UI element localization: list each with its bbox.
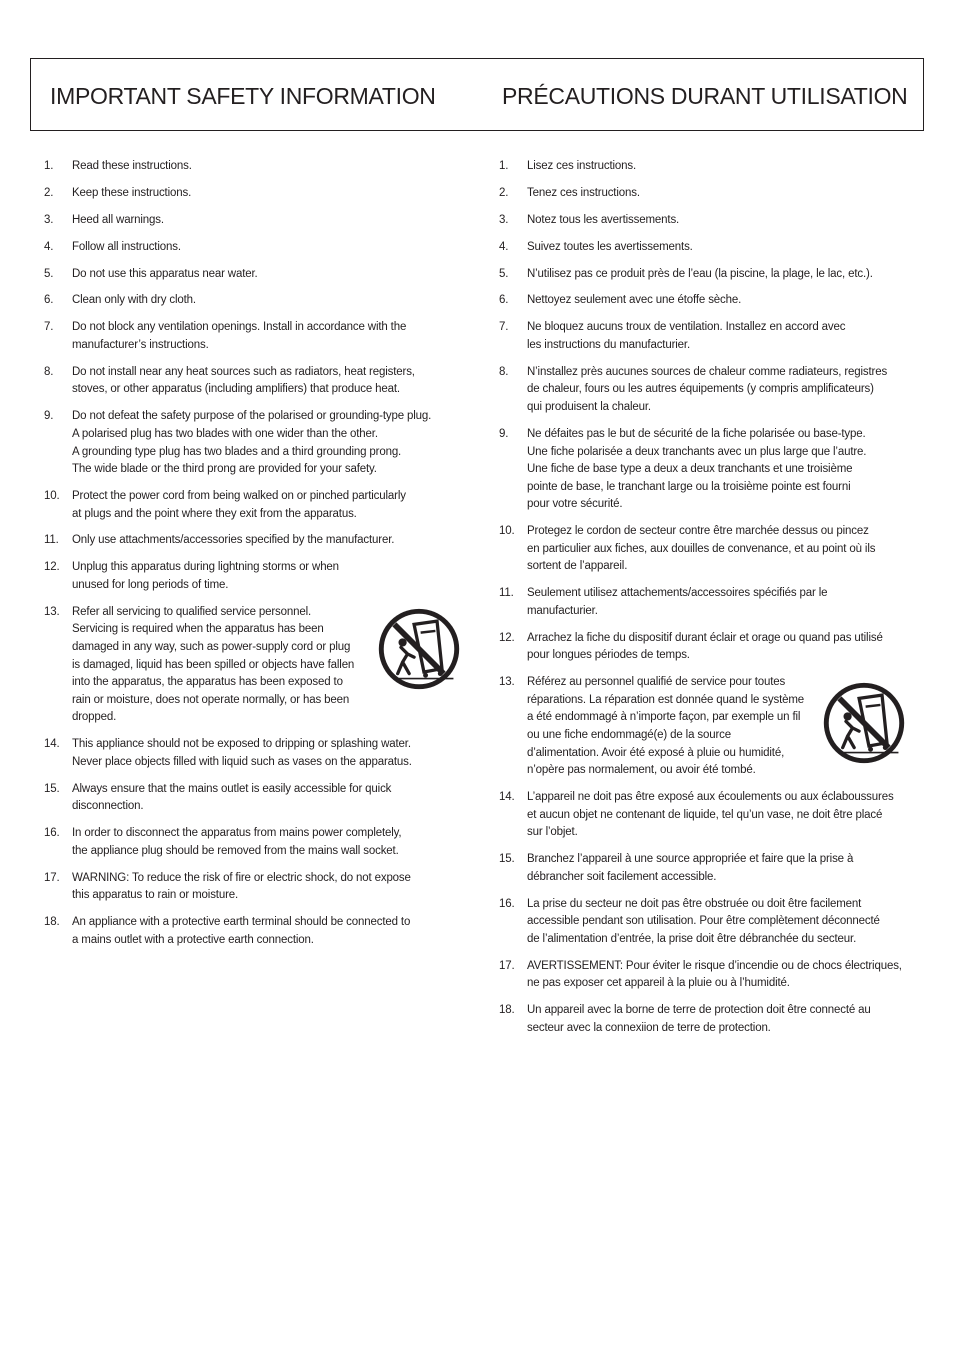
list-item — [499, 292, 909, 310]
item-number: 3. — [44, 213, 54, 226]
item-text: Lisez ces instructions. — [527, 160, 637, 172]
list-item — [44, 914, 454, 949]
item-text: Clean only with dry cloth. — [72, 294, 196, 307]
list-item — [499, 958, 909, 993]
item-number: 11. — [499, 587, 514, 600]
list-item — [499, 789, 909, 842]
list-item — [44, 292, 454, 310]
header-box — [30, 58, 924, 131]
item-number: 7. — [499, 321, 509, 334]
item-text: In order to disconnect the apparatus from mains power completely, the appliance plug should be removed from the mains wall socket. — [72, 827, 402, 857]
item-number: 8. — [44, 365, 54, 378]
item-number: 7. — [44, 321, 54, 334]
item-text: Référez au personnel qualifié de service pour toutes réparations. La réparation est donnée quand le système a été endommagé à n’importe façon, par exemple un fil ou une fiche endommagé(e) de la source d’alimentation. Avoir été exposé à pluie ou humidité, n’opère pas normalement, ou avoir été tombé. — [527, 676, 805, 777]
item-number: 13. — [44, 605, 60, 618]
item-text: Ne défaites pas le but de sécurité de la fiche polarisée ou base-type. Une fiche polarisée a deux tranchants avec un plus large que l’autre. Une fiche de base type a deux a deux tranchants et une troisième pointe de base, le tranchant large ou la troisième pointe est fourni pour votre sécurité. — [527, 427, 867, 511]
item-text: Unplug this apparatus during lightning storms or when unused for long periods of time. — [72, 561, 339, 591]
list-item — [499, 185, 909, 203]
item-number: 12. — [44, 561, 60, 574]
item-number: 2. — [499, 186, 509, 199]
list-item — [499, 239, 909, 257]
list-item — [44, 559, 454, 594]
item-text: Refer all servicing to qualified service personnel. Servicing is required when the apparatus has been damaged in any way, such as power-supply cord or plug is damaged, liquid has been spilled or objects have fallen into the apparatus, the apparatus has been exposed to rain or moisture, does not operate normally, or has been dropped. — [72, 605, 355, 724]
item-number: 15. — [499, 853, 515, 866]
item-number: 8. — [499, 365, 509, 378]
item-text: Branchez l’appareil à une source appropriée et faire que la prise à débrancher soit facilement accessible. — [527, 853, 854, 883]
list-item — [44, 488, 454, 523]
item-text: Do not install near any heat sources such as radiators, heat registers, stoves, or other apparatus (including amplifiers) that produce heat. — [72, 365, 415, 396]
item-text: L’appareil ne doit pas être exposé aux écoulements ou aux éclaboussures et aucun objet ne contenant de liquide, tel qu’un vase, ne doit être placé sur l’objet. — [527, 791, 894, 839]
item-text: Un appareil avec la borne de terre de protection doit être connecté au secteur avec la connexiion de terre de protection. — [527, 1004, 871, 1034]
item-text: Protect the power cord from being walked on or pinched particularly at plugs and the point where they exit from the apparatus. — [72, 489, 406, 520]
item-text: La prise du secteur ne doit pas être obstruée ou doit être facilement accessible pendant son utilisation. Pour être complètement déconnecté de l’alimentation d’entrée, la prise doit être débranchée du secteur. — [527, 897, 880, 945]
item-number: 5. — [499, 267, 509, 280]
item-number: 15. — [44, 782, 60, 795]
item-text: Do not defeat the safety purpose of the polarised or grounding-type plug. A polarised plug has two blades with one wider than the other. A grounding type plug has two blades and a third grounding prong. The wide blade or the third prong are provided for your safety. — [72, 410, 432, 476]
list-item — [44, 364, 454, 399]
list-item — [44, 870, 454, 905]
list-item — [44, 158, 454, 176]
list-item — [44, 319, 454, 354]
list-item — [44, 266, 454, 284]
item-number: 16. — [44, 827, 60, 840]
list-item — [499, 426, 909, 514]
item-number: 14. — [44, 738, 60, 751]
item-number: 17. — [499, 959, 515, 972]
list-item — [44, 532, 454, 550]
cart-tip-over-warning-icon — [378, 608, 460, 690]
list-item — [44, 825, 454, 860]
item-text: Tenez ces instructions. — [527, 186, 640, 199]
item-number: 13. — [499, 676, 515, 689]
list-item — [499, 212, 909, 230]
title-french: PRÉCAUTIONS DURANT UTILISATION — [502, 83, 908, 109]
list-item — [44, 604, 454, 727]
item-number: 10. — [44, 489, 60, 502]
item-number: 17. — [44, 871, 60, 884]
item-text: AVERTISSEMENT: Pour éviter le risque d’incendie ou de chocs électriques, ne pas exposer cet appareil à la pluie ou à l’humidité. — [527, 959, 902, 990]
item-text: Follow all instructions. — [72, 240, 181, 253]
item-text: Protegez le cordon de secteur contre être marchée dessus ou pincez en particulier aux fiches, aux douilles de convenance, et au point où ils sortent de l’appareil. — [527, 525, 876, 573]
item-number: 18. — [499, 1004, 515, 1017]
item-text: Arrachez la fiche du dispositif durant éclair et orage ou quand pas utilisé pour longues périodes de temps. — [527, 631, 883, 662]
item-number: 10. — [499, 525, 515, 538]
list-item — [44, 239, 454, 257]
item-text: Seulement utilisez attachements/accessoires spécifiés par le manufacturier. — [527, 587, 828, 617]
list-item — [499, 585, 909, 620]
item-number: 1. — [499, 160, 509, 172]
list-item — [44, 736, 454, 771]
list-item — [44, 781, 454, 816]
list-item — [499, 1002, 909, 1037]
item-text: Nettoyez seulement avec une étoffe sèche. — [527, 294, 742, 307]
item-text: Always ensure that the mains outlet is easily accessible for quick disconnection. — [72, 782, 392, 813]
item-number: 4. — [44, 240, 54, 253]
english-instructions-list — [44, 158, 454, 959]
list-item — [499, 523, 909, 576]
item-number: 9. — [499, 427, 509, 440]
item-number: 18. — [44, 916, 60, 929]
item-text: Only use attachments/accessories specified by the manufacturer. — [72, 534, 395, 547]
list-item — [499, 896, 909, 949]
item-text: Ne bloquez aucuns troux de ventilation. Installez en accord avec les instructions du manufacturier. — [527, 321, 846, 351]
item-number: 16. — [499, 897, 515, 910]
item-number: 9. — [44, 410, 54, 423]
list-item — [499, 364, 909, 417]
item-text: Read these instructions. — [72, 160, 192, 172]
list-item — [44, 185, 454, 203]
item-text: Heed all warnings. — [72, 213, 164, 226]
item-text: N’utilisez pas ce produit près de l’eau (la piscine, la plage, le lac, etc.). — [527, 267, 873, 280]
item-number: 5. — [44, 267, 54, 280]
item-text: Notez tous les avertissements. — [527, 213, 680, 226]
list-item — [499, 630, 909, 665]
item-text: This appliance should not be exposed to dripping or splashing water. Never place objects filled with liquid such as vases on the apparatus. — [72, 738, 412, 768]
list-item — [499, 319, 909, 354]
item-text: Suivez toutes les avertissements. — [527, 240, 693, 253]
item-text: WARNING: To reduce the risk of fire or electric shock, do not expose this apparatus to rain or moisture. — [72, 871, 411, 902]
item-number: 3. — [499, 213, 509, 226]
item-number: 6. — [499, 294, 509, 307]
item-number: 14. — [499, 791, 515, 804]
list-item — [44, 408, 454, 478]
item-number: 6. — [44, 294, 54, 307]
item-text: Do not block any ventilation openings. Install in accordance with the manufacturer’s instructions. — [72, 321, 407, 351]
cart-tip-over-warning-icon — [823, 682, 905, 764]
item-text: Keep these instructions. — [72, 186, 192, 199]
item-number: 12. — [499, 631, 515, 644]
list-item — [499, 851, 909, 886]
item-text: N’installez près aucunes sources de chaleur comme radiateurs, registres de chaleur, fours ou les autres équipements (y compris amplificateurs) qui produisent la chaleur. — [527, 365, 888, 414]
item-number: 11. — [44, 534, 59, 547]
list-item — [499, 266, 909, 284]
title-english: IMPORTANT SAFETY INFORMATION — [50, 83, 436, 109]
item-number: 4. — [499, 240, 509, 253]
item-text: Do not use this apparatus near water. — [72, 267, 258, 280]
french-instructions-list — [499, 158, 909, 1047]
list-item — [44, 212, 454, 230]
item-number: 1. — [44, 160, 54, 172]
list-item — [499, 674, 909, 780]
item-text: An appliance with a protective earth terminal should be connected to a mains outlet with a protective earth connection. — [72, 916, 411, 946]
item-number: 2. — [44, 186, 54, 199]
list-item — [499, 158, 909, 176]
